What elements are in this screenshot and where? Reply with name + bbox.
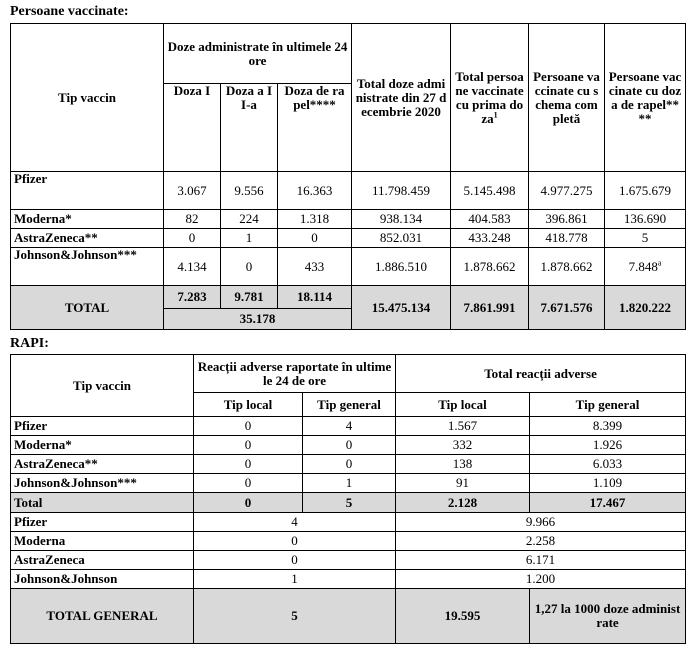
total-booster: 1.820.222 [605, 286, 686, 330]
summary-total: 2.258 [396, 532, 686, 551]
cell-total-doses: 938.134 [352, 210, 451, 229]
row-vaccine-name: Johnson&Johnson*** [11, 248, 164, 286]
cell-booster: 7.848$^a$ [605, 248, 686, 286]
cell-dose-1: 0 [164, 229, 221, 248]
row-vaccine-name: AstraZeneca** [11, 229, 164, 248]
grand-total-value: 19.595 [396, 589, 530, 644]
summary-24h: 4 [194, 513, 396, 532]
cell-dose-1: 3.067 [164, 172, 221, 210]
summary-total: 6.171 [396, 551, 686, 570]
header-total-doses: Total doze administrate din 27 decembrie 2020 [352, 24, 451, 172]
cell-local-total: 332 [396, 436, 530, 455]
rapi-heading: RAPI: [10, 336, 49, 351]
row-vaccine-name: Moderna* [11, 436, 194, 455]
grand-total-row [11, 589, 686, 644]
header-general-24h: Tip general [303, 393, 396, 417]
cell-complete-schedule: 4.977.275 [529, 172, 605, 210]
cell-local-24h: 0 [194, 417, 303, 436]
grand-total-ratio: 1,27 la 1000 doze administrate [530, 589, 686, 644]
cell-total-doses: 11.798.459 [352, 172, 451, 210]
total-label: Total [11, 493, 194, 513]
total-doses-24h-sum: 35.178 [164, 309, 352, 330]
header-dose-2: Doza a II-a [221, 84, 278, 172]
cell-dose-booster: 0 [278, 229, 352, 248]
total-dose-1: 7.283 [164, 286, 221, 309]
total-general-total: 17.467 [530, 493, 686, 513]
header-reactions-24h: Reacții adverse raportate în ultimele 24 de ore [194, 355, 396, 393]
summary-row [11, 532, 686, 551]
total-general-24h: 5 [303, 493, 396, 513]
grand-total-24h: 5 [194, 589, 396, 644]
cell-general-total: 1.926 [530, 436, 686, 455]
total-complete-schedule: 7.671.576 [529, 286, 605, 330]
total-local-total: 2.128 [396, 493, 530, 513]
summary-vaccine-name: Johnson&Johnson [11, 570, 194, 589]
row-vaccine-name: AstraZeneca** [11, 455, 194, 474]
cell-dose-2: 224 [221, 210, 278, 229]
total-local-24h: 0 [194, 493, 303, 513]
cell-local-total: 91 [396, 474, 530, 493]
header-vaccine-type: Tip vaccin [11, 24, 164, 172]
cell-total-doses: 1.886.510 [352, 248, 451, 286]
header-booster: Persoane vaccinate cu doza de rapel**** [605, 24, 686, 172]
cell-complete-schedule: 1.878.662 [529, 248, 605, 286]
cell-dose-booster: 16.363 [278, 172, 352, 210]
cell-dose-2: 1 [221, 229, 278, 248]
cell-total-doses: 852.031 [352, 229, 451, 248]
header-complete-schedule: Persoane vaccinate cu schema completă [529, 24, 605, 172]
cell-booster: 5 [605, 229, 686, 248]
header-total-reactions: Total reacții adverse [396, 355, 686, 393]
total-doses-value: 15.475.134 [352, 286, 451, 330]
summary-vaccine-name: Pfizer [11, 513, 194, 532]
header-vaccine-type: Tip vaccin [11, 355, 194, 417]
cell-dose-2: 9.556 [221, 172, 278, 210]
cell-first-dose: 1.878.662 [451, 248, 529, 286]
cell-general-total: 1.109 [530, 474, 686, 493]
total-row [11, 286, 686, 309]
summary-row [11, 513, 686, 532]
header-first-dose: Total persoane vaccinate cu prima doza$^1$ [451, 24, 529, 172]
total-dose-booster: 18.114 [278, 286, 352, 309]
cell-local-total: 138 [396, 455, 530, 474]
total-row [11, 493, 686, 513]
row-vaccine-name: Pfizer [11, 417, 194, 436]
grand-total-label: TOTAL GENERAL [11, 589, 194, 644]
summary-total: 9.966 [396, 513, 686, 532]
cell-dose-booster: 1.318 [278, 210, 352, 229]
cell-general-24h: 0 [303, 455, 396, 474]
summary-vaccine-name: AstraZeneca [11, 551, 194, 570]
table-row [11, 474, 686, 493]
table-row [11, 210, 686, 229]
table-row [11, 229, 686, 248]
row-vaccine-name: Pfizer [11, 172, 164, 210]
cell-dose-booster: 433 [278, 248, 352, 286]
cell-dose-1: 82 [164, 210, 221, 229]
cell-complete-schedule: 418.778 [529, 229, 605, 248]
vaccinated-table [10, 23, 686, 330]
table-row [11, 436, 686, 455]
row-vaccine-name: Johnson&Johnson*** [11, 474, 194, 493]
total-label: TOTAL [11, 286, 164, 330]
table-row [11, 172, 686, 210]
summary-24h: 1 [194, 570, 396, 589]
cell-general-total: 8.399 [530, 417, 686, 436]
header-dose-1: Doza I [164, 84, 221, 172]
total-dose-2: 9.781 [221, 286, 278, 309]
table-row [11, 455, 686, 474]
rapi-table [10, 354, 686, 644]
cell-local-24h: 0 [194, 436, 303, 455]
cell-general-24h: 0 [303, 436, 396, 455]
summary-row [11, 551, 686, 570]
cell-local-24h: 0 [194, 474, 303, 493]
header-general-total: Tip general [530, 393, 686, 417]
cell-general-total: 6.033 [530, 455, 686, 474]
table-row [11, 248, 686, 286]
cell-first-dose: 404.583 [451, 210, 529, 229]
header-local-24h: Tip local [194, 393, 303, 417]
header-local-total: Tip local [396, 393, 530, 417]
cell-general-24h: 4 [303, 417, 396, 436]
summary-vaccine-name: Moderna [11, 532, 194, 551]
cell-local-24h: 0 [194, 455, 303, 474]
cell-dose-1: 4.134 [164, 248, 221, 286]
vaccinated-heading: Persoane vaccinate: [10, 4, 129, 19]
cell-first-dose: 5.145.498 [451, 172, 529, 210]
cell-first-dose: 433.248 [451, 229, 529, 248]
header-dose-booster: Doza de rapel**** [278, 84, 352, 172]
summary-total: 1.200 [396, 570, 686, 589]
table-row [11, 417, 686, 436]
cell-booster: 136.690 [605, 210, 686, 229]
header-doses-24h: Doze administrate în ultimele 24 ore [164, 24, 352, 84]
total-first-dose: 7.861.991 [451, 286, 529, 330]
cell-complete-schedule: 396.861 [529, 210, 605, 229]
summary-row [11, 570, 686, 589]
cell-dose-2: 0 [221, 248, 278, 286]
summary-24h: 0 [194, 532, 396, 551]
cell-booster: 1.675.679 [605, 172, 686, 210]
row-vaccine-name: Moderna* [11, 210, 164, 229]
summary-24h: 0 [194, 551, 396, 570]
cell-general-24h: 1 [303, 474, 396, 493]
cell-local-total: 1.567 [396, 417, 530, 436]
